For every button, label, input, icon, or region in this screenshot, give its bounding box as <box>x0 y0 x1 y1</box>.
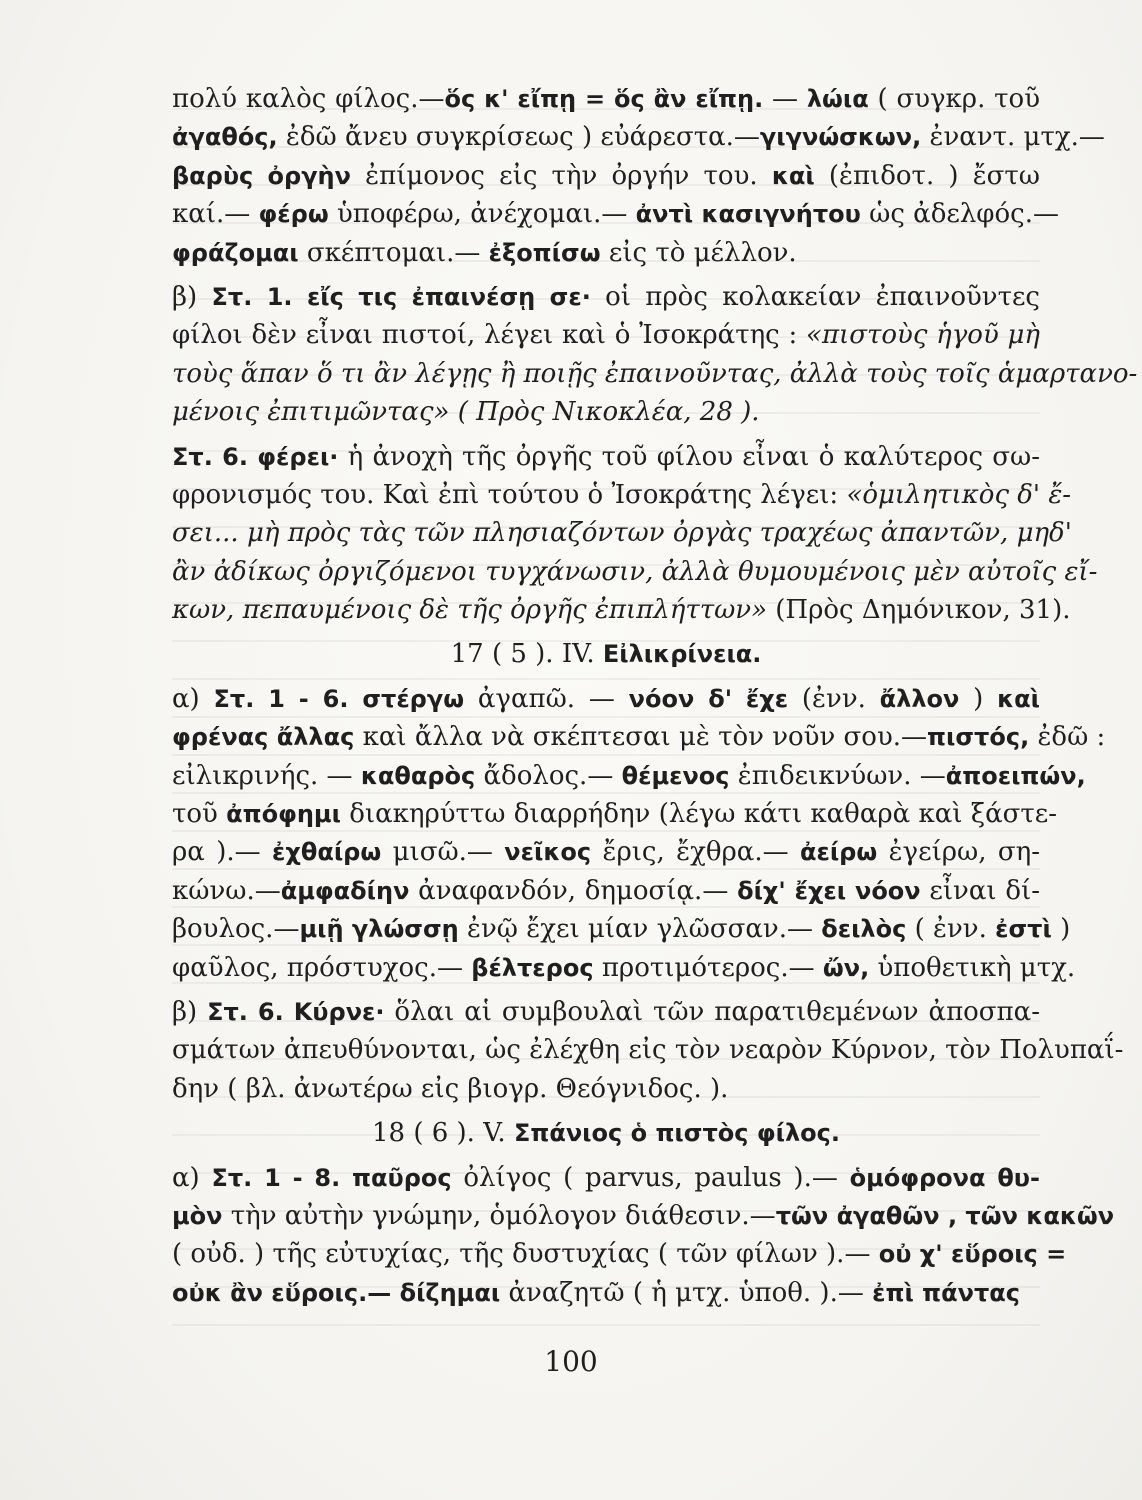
bold-term: μὸν <box>172 1201 223 1230</box>
text-run: φρονισμός του. Καὶ ἐπὶ τούτου ὁ Ἰσοκράτης λέγει: <box>172 479 847 510</box>
bold-term: Σπάνιος ὁ πιστὸς φίλος. <box>513 1119 841 1148</box>
text-line <box>172 1197 1115 1235</box>
text-line <box>172 591 1071 629</box>
bold-term: θέμενος <box>621 761 730 790</box>
bold-term: Στ. 1 - 8. παῦρος <box>211 1163 452 1192</box>
text-run: ἄδολος.— <box>475 760 622 791</box>
text-line <box>172 1070 1040 1108</box>
bold-term: καὶ <box>771 161 815 190</box>
bold-term: ἐπὶ πάντας <box>872 1278 1021 1307</box>
bold-term: ἀποειπών, <box>945 761 1086 790</box>
bold-term: βαρὺς ὀργὴν <box>172 161 351 190</box>
italic-quote: «πιστοὺς ἡγοῦ μὴ <box>806 320 1040 351</box>
bold-term: φέρω <box>258 200 329 229</box>
text-run: α) <box>172 683 214 714</box>
text-run: 17 ( 5 ). IV. <box>450 639 603 670</box>
text-run: τὴν αὐτὴν γνώμην, ὁμόλογον διάθεσιν.— <box>222 1200 776 1231</box>
text-run: πολύ καλὸς φίλος.— <box>172 84 445 114</box>
text-line <box>172 514 1072 552</box>
bold-term: ἄλλον <box>879 684 960 713</box>
text-run: ὅλαι αἱ συμβουλαὶ τῶν παρατιθεμένων ἀποσπα- <box>384 996 1040 1027</box>
italic-quote: ἂν ἀδίκως ὀργιζόμενοι τυγχάνωσιν, ἀλλὰ θυμουμένοις μὲν αὐτοῖς εἴ- <box>172 556 1098 587</box>
text-run: ἐδῶ : <box>1029 722 1106 753</box>
text-run: 18 ( 6 ). V. <box>371 1118 514 1149</box>
bold-term: ὤν, <box>822 953 870 982</box>
italic-quote: κων, πεπαυμένοις δὲ τῆς ὀργῆς ἐπιπλήττων» <box>172 595 768 626</box>
bold-term: καθαρὸς <box>360 761 476 790</box>
text-line <box>172 1031 1124 1069</box>
bold-term: νόον δ' ἔχε <box>628 684 789 713</box>
italic-quote: μένοις ἐπιτιμῶντας» ( Πρὸς Νικοκλέα, 28 ). <box>172 397 760 428</box>
text-line <box>172 795 1058 833</box>
text-run: ἔρις, ἔχθρα.— <box>591 837 800 868</box>
text-run: διακηρύττω διαρρήδην (λέγω κάτι καθαρὰ καὶ ξάστε- <box>340 799 1058 830</box>
text-line <box>172 157 1040 195</box>
text-run: ἀναζητῶ ( ἡ μτχ. ὑποθ. ).— <box>500 1277 873 1308</box>
text-line <box>172 1159 1040 1197</box>
bold-term: ὁμόφρονα θυ- <box>849 1163 1040 1192</box>
bold-term: ἀπόφημι <box>226 800 341 829</box>
bold-term: καὶ <box>997 684 1040 713</box>
text-line <box>172 949 1076 987</box>
text-line <box>172 910 1071 948</box>
bold-term: δίχ' ἔχει νόον <box>737 876 921 905</box>
text-run: ( οὐδ. ) τῆς εὐτυχίας, τῆς δυστυχίας ( τῶν φίλων ).— <box>172 1239 879 1270</box>
page-number: 100 <box>544 1345 598 1378</box>
text-run: ἐπίμονος εἰς τὴν ὀργήν του. <box>351 160 772 191</box>
text-run: τοῦ <box>172 799 227 830</box>
text-run: εἰλικρινής. — <box>172 760 361 791</box>
bold-term: μιῇ γλώσσῃ <box>299 915 459 944</box>
bold-term: ἀντὶ κασιγνήτου <box>635 200 861 229</box>
text-line <box>172 316 1040 354</box>
bold-term: ἐξοπίσω <box>488 238 601 267</box>
italic-quote: σει... μὴ πρὸς τὰς τῶν πλησιαζόντων ὀργὰς τραχέως ἀπαντῶν, μηδ' <box>172 518 1072 549</box>
text-line <box>172 80 1040 118</box>
text-run: ὡς ἀδελφός.— <box>860 199 1059 230</box>
bold-term: οὐ χ' εὕροις = <box>878 1240 1067 1269</box>
text-run: βουλος.— <box>172 914 300 945</box>
text-run: φαῦλος, πρόστυχος.— <box>172 952 472 983</box>
bold-term: φρένας ἄλλας <box>172 723 355 752</box>
text-line <box>172 680 1040 718</box>
text-run: ) <box>1051 914 1071 945</box>
text-run: ἡ ἀνοχὴ τῆς ὀργῆς τοῦ φίλου εἶναι ὁ καλύτερος σω- <box>338 441 1040 472</box>
bold-term: ὅς κ' εἴπῃ = ὅς ἂν εἴπῃ. <box>444 85 764 113</box>
bold-term: ἐχθαίρω <box>272 838 382 867</box>
bold-term: ἀγαθός, <box>172 123 278 152</box>
bold-term: Στ. 6. φέρει· <box>172 442 339 471</box>
text-run: ἐδῶ ἄνευ συγκρίσεως ) εὐάρεστα.— <box>277 122 760 153</box>
text-line <box>172 872 1040 910</box>
bold-term: φράζομαι <box>172 238 299 267</box>
italic-quote: «ὁμιλητικὸς δ' ἔ- <box>846 479 1072 510</box>
text-run: εἰς τὸ μέλλον. <box>600 237 797 268</box>
bold-term: οὐκ ἂν εὕροις.— δίζημαι <box>172 1278 501 1307</box>
text-run: οἱ πρὸς κολακείαν ἐπαινοῦντες <box>590 281 1040 312</box>
text-line <box>172 833 1040 871</box>
text-run: προτιμότερος.— <box>593 952 823 983</box>
text-run: ἐγείρω, ση- <box>877 837 1041 868</box>
text-run: ἐνῷ ἔχει μίαν γλῶσσαν.— <box>458 914 822 945</box>
bold-term: Στ. 6. Κύρνε· <box>207 997 385 1026</box>
text-run: — <box>763 84 807 114</box>
bold-term: Εἰλικρίνεια. <box>602 640 762 669</box>
text-run: δην ( βλ. ἀνωτέρω εἰς βιογρ. Θεόγνιδος. ). <box>172 1073 729 1104</box>
text-line <box>172 476 1072 514</box>
text-run: β) <box>172 281 212 312</box>
bold-term: ἐστὶ <box>995 915 1052 944</box>
bold-term: βέλτερος <box>471 953 594 982</box>
text-line <box>172 1114 1040 1152</box>
text-run: ὀλίγος ( parvus, paulus ).— <box>451 1162 850 1193</box>
text-line <box>172 757 1086 795</box>
text-run: κώνω.— <box>172 875 281 906</box>
text-run: μισῶ.— <box>381 837 505 868</box>
text-line <box>172 355 1138 393</box>
text-line <box>172 278 1040 316</box>
text-line <box>172 1235 1067 1273</box>
bold-term: πιστός, <box>927 723 1030 752</box>
bold-term: νεῖκος <box>504 838 592 867</box>
text-run: (ἐπιδοτ. ) ἔστω <box>814 160 1040 191</box>
bold-term: ἀμφαδίην <box>280 876 410 905</box>
text-line <box>172 195 1059 233</box>
text-line <box>172 993 1040 1031</box>
text-run: (ἐνν. <box>788 683 880 714</box>
text-run: εἶναι δί- <box>920 875 1040 906</box>
text-line <box>172 1274 1040 1312</box>
text-run: ἀναφανδόν, δημοσίᾳ.— <box>409 875 738 906</box>
text-run: σμάτων ἀπευθύνονται, ὡς ἐλέχθη εἰς τὸν νεαρὸν Κύρνον, τὸν Πολυπαΐ- <box>172 1035 1124 1066</box>
text-run: α) <box>172 1162 212 1193</box>
text-run: φίλοι δὲν εἶναι πιστοί, λέγει καὶ ὁ Ἰσοκράτης : <box>172 320 807 351</box>
text-line <box>172 438 1040 476</box>
bold-term: γιγνώσκων, <box>759 123 922 152</box>
bold-term: λώια <box>806 85 869 113</box>
text-run: ( συγκρ. τοῦ <box>868 84 1040 114</box>
bold-term: δειλὸς <box>821 915 907 944</box>
bold-term: τῶν ἀγαθῶν , τῶν κακῶν <box>775 1201 1115 1230</box>
text-line <box>172 635 1040 673</box>
text-run: β) <box>172 996 208 1027</box>
text-line <box>172 118 1105 156</box>
text-run: ἀγαπῶ. — <box>464 683 629 714</box>
text-run: ρα ).— <box>172 837 273 868</box>
text-line <box>172 718 1106 756</box>
text-line <box>172 393 1040 431</box>
text-run: ὑποφέρω, ἀνέχομαι.— <box>328 199 636 230</box>
text-run: (Πρὸς Δημόνικον, 31). <box>767 595 1071 626</box>
text-run: ὑποθετικὴ μτχ. <box>869 952 1076 983</box>
body-text <box>172 80 1138 1312</box>
text-run: καὶ ἄλλα νὰ σκέπτεσαι μὲ τὸν νοῦν σου.— <box>354 722 928 753</box>
italic-quote: τοὺς ἅπαν ὅ τι ἂν λέγῃς ἢ ποιῇς ἐπαινοῦντας, ἀλλὰ τοὺς τοῖς ἁμαρτανο- <box>172 358 1138 389</box>
text-run: ( ἐνν. <box>906 914 996 945</box>
bold-term: Στ. 1 - 6. στέργω <box>213 684 465 713</box>
text-line <box>172 234 1040 272</box>
text-run: ἐπιδεικνύων. — <box>729 760 946 791</box>
text-line <box>172 553 1098 591</box>
text-run: καί.— <box>172 199 259 230</box>
bold-term: Στ. 1. εἴς τις ἐπαινέσῃ σε· <box>211 282 591 311</box>
text-run: ) <box>959 683 998 714</box>
text-run: σκέπτομαι.— <box>298 237 489 268</box>
text-run: ἐναντ. μτχ.— <box>921 122 1105 153</box>
bold-term: ἀείρω <box>799 838 878 867</box>
